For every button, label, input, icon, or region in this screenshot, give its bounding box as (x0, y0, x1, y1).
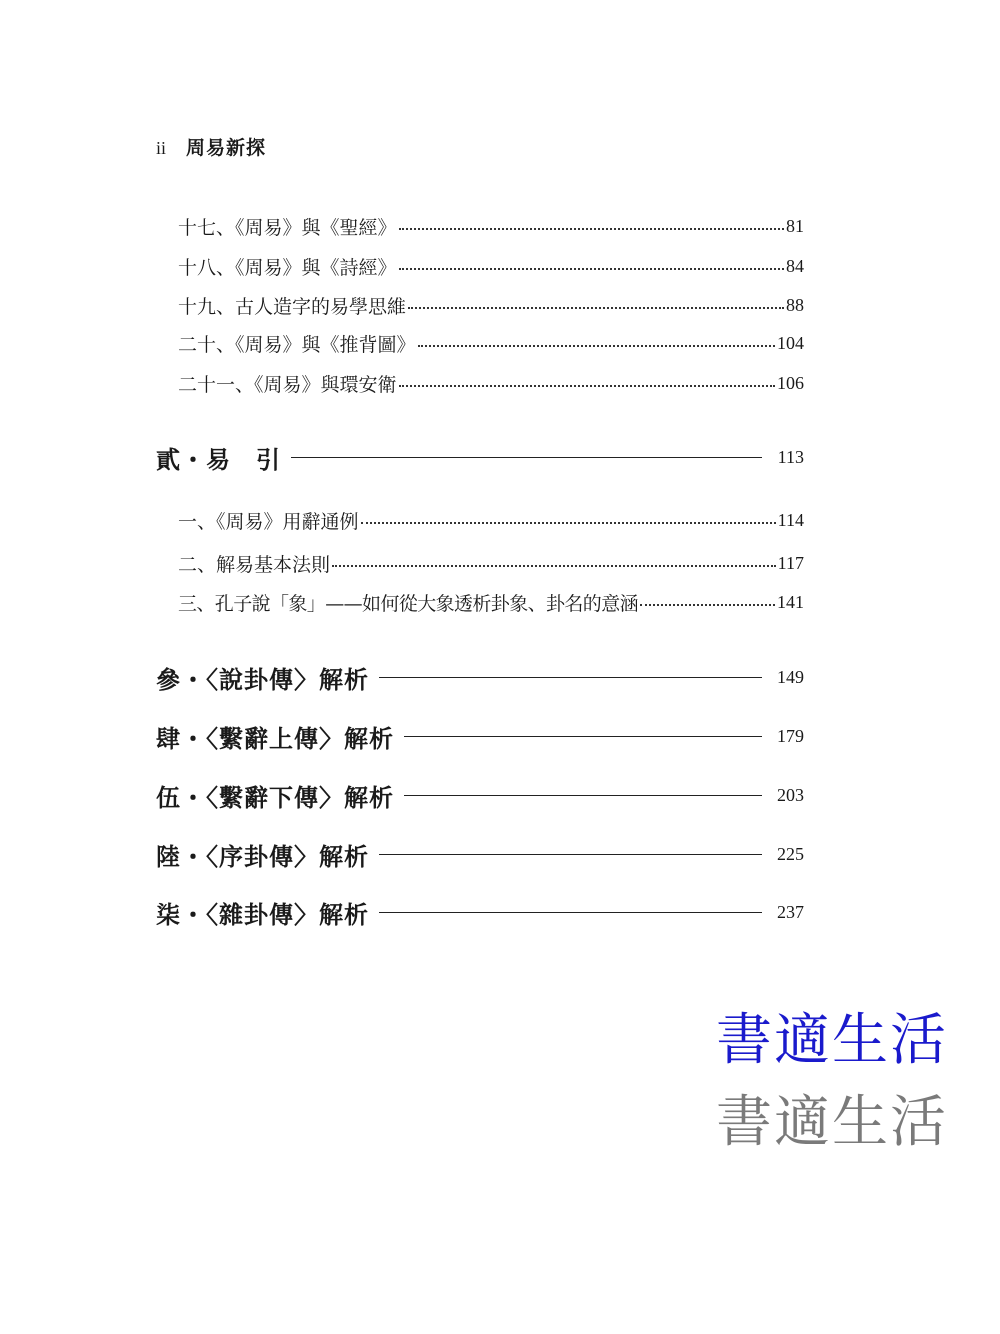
toc-chapter-page: 225 (777, 843, 804, 864)
toc-entry[interactable] (178, 291, 804, 319)
toc-chapter[interactable] (156, 718, 804, 754)
dot-leader (399, 268, 784, 270)
solid-leader (379, 677, 762, 678)
toc-entry[interactable] (178, 369, 804, 397)
toc-entry-page: 114 (777, 509, 804, 530)
book-title: 周易新探 (186, 137, 267, 159)
toc-chapter-title: 肆・〈繫辭上傳〉解析 (156, 723, 394, 753)
toc-chapter[interactable] (156, 439, 804, 475)
solid-leader (291, 457, 762, 458)
toc-chapter-title: 參・〈說卦傳〉解析 (156, 664, 369, 694)
toc-entry-title: 二十一、《周易》與環安衛 (178, 373, 397, 396)
toc-chapter-title: 柒・〈雜卦傳〉解析 (156, 899, 369, 929)
toc-entry-page: 81 (786, 215, 804, 236)
toc-entry[interactable] (178, 588, 804, 616)
solid-leader (404, 795, 762, 796)
toc-chapter[interactable] (156, 777, 804, 813)
toc-entry-page: 88 (786, 294, 804, 315)
toc-entry-title: 十八、《周易》與《詩經》 (178, 256, 397, 279)
toc-entry-title: 一、《周易》用辭通例 (178, 510, 359, 533)
toc-chapter-page: 179 (777, 725, 804, 746)
dot-leader (361, 522, 776, 524)
toc-entry[interactable] (178, 549, 804, 577)
toc-entry[interactable] (178, 506, 804, 534)
toc-chapter-page: 149 (777, 666, 804, 687)
toc-entry-page: 104 (777, 332, 804, 353)
toc-chapter-title: 貳・易 引 (156, 444, 281, 474)
toc-entry[interactable] (178, 252, 804, 280)
toc-entry-title: 三、孔子說「象」——如何從大象透析卦象、卦名的意涵 (178, 592, 639, 615)
toc-chapter-title: 伍・〈繫辭下傳〉解析 (156, 782, 394, 812)
watermark-blue: 書適生活 (716, 1008, 948, 1073)
watermark-gray: 書適生活 (716, 1090, 948, 1155)
solid-leader (379, 854, 762, 855)
running-head (156, 133, 266, 160)
dot-leader (399, 385, 775, 387)
toc-chapter-page: 113 (777, 446, 804, 467)
toc-entry-page: 117 (777, 552, 804, 573)
toc-entry-page: 106 (777, 372, 804, 393)
page-folio: ii (156, 138, 167, 158)
toc-chapter[interactable] (156, 659, 804, 695)
toc-chapter[interactable] (156, 836, 804, 872)
toc-entry-title: 十七、《周易》與《聖經》 (178, 216, 397, 239)
dot-leader (408, 307, 784, 309)
toc-chapter-page: 203 (777, 784, 804, 805)
toc-entry[interactable] (178, 329, 804, 357)
toc-entry-title: 十九、古人造字的易學思維 (178, 295, 407, 318)
dot-leader (332, 565, 776, 567)
solid-leader (404, 736, 762, 737)
toc-chapter-title: 陸・〈序卦傳〉解析 (156, 841, 369, 871)
toc-entry-title: 二、解易基本法則 (178, 553, 331, 576)
toc-chapter-page: 237 (777, 901, 804, 922)
dot-leader (640, 604, 775, 606)
toc-chapter[interactable] (156, 894, 804, 930)
dot-leader (418, 345, 775, 347)
dot-leader (399, 228, 784, 230)
toc-entry-page: 141 (777, 591, 804, 612)
toc-entry-title: 二十、《周易》與《推背圖》 (178, 333, 416, 356)
solid-leader (379, 912, 762, 913)
toc-entry-page: 84 (786, 255, 804, 276)
toc-entry[interactable] (178, 212, 804, 240)
